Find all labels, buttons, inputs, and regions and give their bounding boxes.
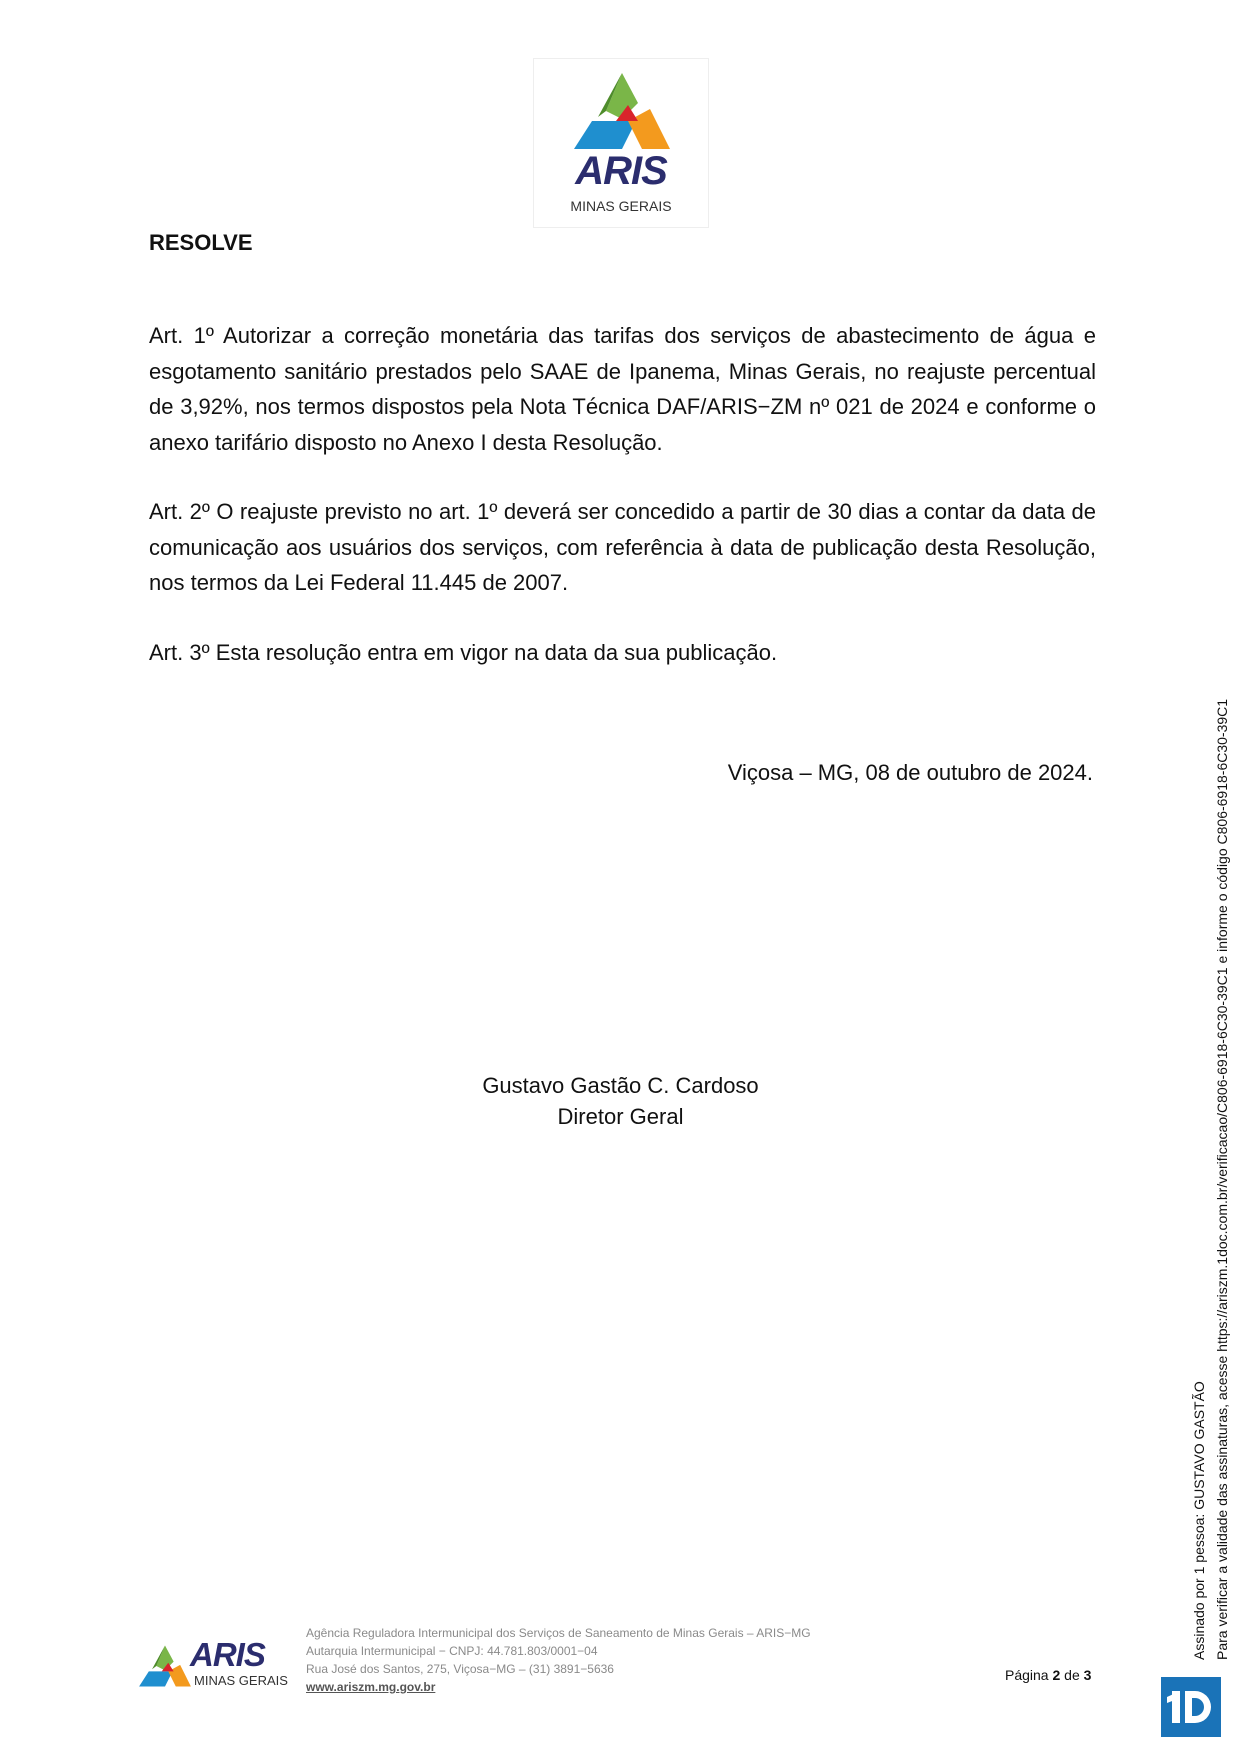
footer-cnpj: Autarquia Intermunicipal − CNPJ: 44.781.803/0001−04 xyxy=(306,1644,598,1658)
page-total: 3 xyxy=(1083,1667,1092,1683)
page-number xyxy=(1005,1667,1091,1683)
page-current: 2 xyxy=(1052,1667,1061,1683)
signer-name: Gustavo Gastão C. Cardoso xyxy=(482,1073,759,1098)
date-line: Viçosa – MG, 08 de outubro de 2024. xyxy=(727,760,1093,785)
footer-address xyxy=(306,1624,811,1696)
aris-logo-icon xyxy=(572,71,672,151)
page-of: de xyxy=(1064,1667,1080,1683)
article-1: Art. 1º Autorizar a correção monetária das tarifas dos serviços de abastecimento de água e esgotamento sanitário prestados pelo SAAE de Ipanema, Minas Gerais, no reajuste percentual de 3,92%, nos termos dispostos pela Nota Técnica DAF/ARIS−ZM nº 021 de 2024 e conforme o anexo tarifário disposto no Anexo I desta Resolução. xyxy=(149,323,1096,455)
resolve-heading: RESOLVE xyxy=(149,230,253,255)
1doc-logo-icon xyxy=(1161,1677,1221,1737)
page-prefix: Página xyxy=(1005,1667,1049,1683)
signature-stamp xyxy=(1188,699,1234,1660)
footer-website-link[interactable]: www.ariszm.mg.gov.br xyxy=(306,1680,436,1694)
footer-logo xyxy=(138,1636,288,1696)
footer-agency: Agência Reguladora Intermunicipal dos Serviços de Saneamento de Minas Gerais – ARIS−MG xyxy=(306,1626,811,1640)
1doc-badge xyxy=(1161,1677,1221,1737)
footer-logo-name: ARIS xyxy=(190,1636,265,1673)
header-logo-subtitle: MINAS GERAIS xyxy=(570,198,672,214)
article-2: Art. 2º O reajuste previsto no art. 1º deverá ser concedido a partir de 30 dias a contar da data de comunicação aos usuários dos serviços, com referência à data de publicação desta Resolução, nos termos da Lei Federal 11.445 de 2007. xyxy=(149,499,1096,595)
header-logo-name: ARIS xyxy=(575,149,667,193)
stamp-verify-text: Para verificar a validade das assinaturas, acesse https://ariszm.1doc.com.br/verificacao/C806-6918-6C30-39C1 e informe o código C806-6918-6C30-39C1 xyxy=(1214,698,1230,1660)
aris-small-logo-icon xyxy=(138,1644,192,1688)
stamp-signed-by: Assinado por 1 pessoa: GUSTAVO GASTÃO xyxy=(1191,1381,1207,1660)
footer-logo-subtitle: MINAS GERAIS xyxy=(194,1673,288,1688)
signer-role: Diretor Geral xyxy=(557,1104,684,1129)
article-3: Art. 3º Esta resolução entra em vigor na data da sua publicação. xyxy=(149,640,778,665)
signature-block xyxy=(0,1070,1241,1132)
footer-street: Rua José dos Santos, 275, Viçosa−MG – (31) 3891−5636 xyxy=(306,1662,614,1676)
header-logo xyxy=(533,58,709,228)
